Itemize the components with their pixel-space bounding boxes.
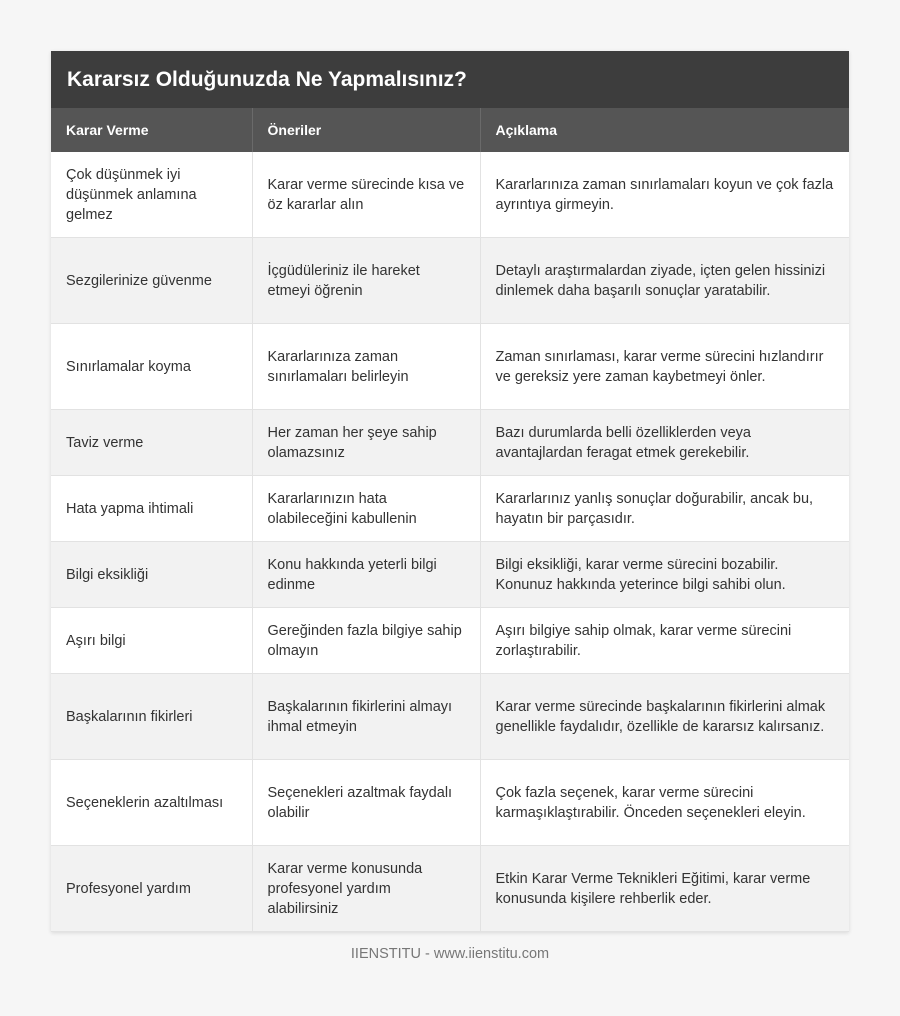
cell-aciklama: Kararlarınız yanlış sonuçlar doğurabilir, ancak bu, hayatın bir parçasıdır.: [480, 476, 849, 542]
table-row: [51, 846, 849, 932]
cell-oneriler: Seçenekleri azaltmak faydalı olabilir: [252, 760, 480, 846]
table-row: [51, 760, 849, 846]
table-row: [51, 476, 849, 542]
cell-karar-verme: Profesyonel yardım: [51, 846, 252, 932]
column-header-oneriler: Öneriler: [252, 108, 480, 152]
cell-aciklama: Zaman sınırlaması, karar verme sürecini hızlandırır ve gereksiz yere zaman kaybetmeyi önler.: [480, 324, 849, 410]
cell-karar-verme: Çok düşünmek iyi düşünmek anlamına gelmez: [51, 152, 252, 238]
cell-karar-verme: Sınırlamalar koyma: [51, 324, 252, 410]
table-row: [51, 324, 849, 410]
table-row: [51, 608, 849, 674]
cell-aciklama: Karar verme sürecinde başkalarının fikirlerini almak genellikle faydalıdır, özellikle de kararsız kalırsanız.: [480, 674, 849, 760]
table-row: [51, 410, 849, 476]
table-header-row: [51, 108, 849, 152]
cell-oneriler: Kararlarınızın hata olabileceğini kabullenin: [252, 476, 480, 542]
column-header-aciklama: Açıklama: [480, 108, 849, 152]
title-bar: [51, 51, 849, 108]
decision-table: [51, 108, 849, 932]
cell-karar-verme: Seçeneklerin azaltılması: [51, 760, 252, 846]
cell-aciklama: Bilgi eksikliği, karar verme sürecini bozabilir. Konunuz hakkında yeterince bilgi sahibi olun.: [480, 542, 849, 608]
cell-karar-verme: Sezgilerinize güvenme: [51, 238, 252, 324]
page-title: Kararsız Olduğunuzda Ne Yapmalısınız?: [67, 67, 467, 91]
column-header-karar-verme: Karar Verme: [51, 108, 252, 152]
cell-oneriler: Karar verme konusunda profesyonel yardım alabilirsiniz: [252, 846, 480, 932]
table-row: [51, 152, 849, 238]
cell-aciklama: Detaylı araştırmalardan ziyade, içten gelen hissinizi dinlemek daha başarılı sonuçlar yaratabilir.: [480, 238, 849, 324]
cell-karar-verme: Hata yapma ihtimali: [51, 476, 252, 542]
footer-credit: IIENSTITU - www.iienstitu.com: [350, 946, 550, 962]
cell-karar-verme: Taviz verme: [51, 410, 252, 476]
cell-aciklama: Çok fazla seçenek, karar verme sürecini karmaşıklaştırabilir. Önceden seçenekleri eleyin.: [480, 760, 849, 846]
cell-aciklama: Aşırı bilgiye sahip olmak, karar verme sürecini zorlaştırabilir.: [480, 608, 849, 674]
cell-oneriler: İçgüdüleriniz ile hareket etmeyi öğrenin: [252, 238, 480, 324]
cell-oneriler: Konu hakkında yeterli bilgi edinme: [252, 542, 480, 608]
cell-oneriler: Başkalarının fikirlerini almayı ihmal etmeyin: [252, 674, 480, 760]
table-row: [51, 542, 849, 608]
cell-karar-verme: Bilgi eksikliği: [51, 542, 252, 608]
table-row: [51, 674, 849, 760]
cell-karar-verme: Aşırı bilgi: [51, 608, 252, 674]
cell-aciklama: Bazı durumlarda belli özelliklerden veya avantajlardan feragat etmek gerekebilir.: [480, 410, 849, 476]
table-row: [51, 238, 849, 324]
cell-aciklama: Etkin Karar Verme Teknikleri Eğitimi, karar verme konusunda kişilere rehberlik eder.: [480, 846, 849, 932]
cell-oneriler: Her zaman her şeye sahip olamazsınız: [252, 410, 480, 476]
cell-oneriler: Karar verme sürecinde kısa ve öz kararlar alın: [252, 152, 480, 238]
cell-aciklama: Kararlarınıza zaman sınırlamaları koyun ve çok fazla ayrıntıya girmeyin.: [480, 152, 849, 238]
table-card: [51, 51, 849, 932]
cell-oneriler: Gereğinden fazla bilgiye sahip olmayın: [252, 608, 480, 674]
cell-karar-verme: Başkalarının fikirleri: [51, 674, 252, 760]
cell-oneriler: Kararlarınıza zaman sınırlamaları belirleyin: [252, 324, 480, 410]
